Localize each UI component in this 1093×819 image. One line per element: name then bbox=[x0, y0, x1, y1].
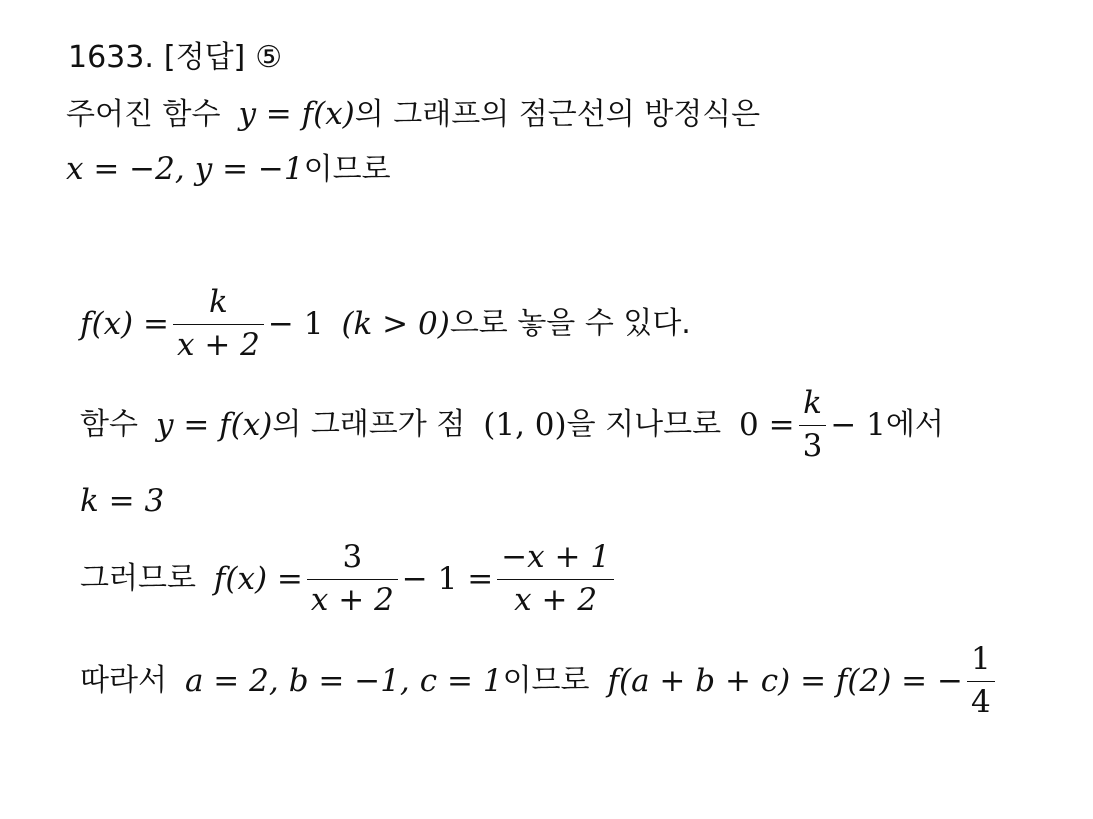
step2-frac-num: k bbox=[803, 385, 822, 421]
intro-math-function: y = f(x) bbox=[238, 96, 355, 132]
step1-fraction bbox=[173, 285, 264, 363]
step5-math-a: a = 2, bbox=[184, 662, 279, 699]
step3-math: k = 3 bbox=[80, 483, 165, 519]
step2-text-d: 에서 bbox=[885, 407, 944, 443]
answer-choice: ⑤ bbox=[255, 40, 283, 75]
step5-math-d: f(a + b + c) = f(2) = − bbox=[607, 662, 963, 699]
step1-frac-den: x + 2 bbox=[176, 326, 260, 363]
step2-point: (1, 0) bbox=[483, 406, 567, 443]
step4-frac2-num: −x + 1 bbox=[501, 539, 611, 575]
step5-text-a: 따라서 bbox=[80, 663, 167, 699]
step1-lhs: f(x) = bbox=[80, 305, 169, 342]
step5-line bbox=[80, 642, 999, 720]
step2-math-c: 0 = bbox=[739, 406, 795, 443]
step4-frac2-den: x + 2 bbox=[514, 581, 598, 618]
intro-text-b: 의 그래프의 점근선의 방정식은 bbox=[354, 96, 761, 132]
step5-fraction bbox=[967, 642, 995, 720]
step2-frac-den: 3 bbox=[802, 427, 823, 464]
step2-math-d: − 1 bbox=[830, 406, 886, 443]
intro-text-a: 주어진 함수 bbox=[66, 96, 221, 132]
answer-label: [정답] bbox=[163, 40, 246, 75]
asymptote-y: y = −1 bbox=[194, 151, 304, 187]
asymptote-x: x = −2, bbox=[66, 151, 185, 187]
step2-text-a: 함수 bbox=[80, 407, 138, 443]
step2-text-c: 을 지나므로 bbox=[566, 407, 722, 443]
step5-math-c: c = 1 bbox=[419, 662, 503, 699]
step2-text-b: 의 그래프가 점 bbox=[272, 407, 466, 443]
intro-line-1 bbox=[66, 96, 761, 132]
step4-fraction-2 bbox=[497, 540, 614, 618]
step4-line bbox=[80, 540, 618, 618]
step3-line bbox=[80, 483, 165, 519]
problem-number: 1633. bbox=[68, 40, 154, 75]
step1-frac-num: k bbox=[209, 284, 228, 320]
step2-line bbox=[80, 386, 944, 464]
step1-condition: (k > 0) bbox=[341, 305, 450, 342]
step5-text-b: 이므로 bbox=[502, 663, 590, 699]
step4-frac1-den: x + 2 bbox=[310, 581, 394, 618]
step1-rest: − 1 bbox=[267, 305, 324, 342]
step4-lhs: f(x) = bbox=[213, 560, 303, 597]
step5-frac-num: 1 bbox=[970, 641, 991, 677]
step2-fraction bbox=[799, 386, 827, 464]
step4-mid: − 1 = bbox=[401, 560, 494, 597]
intro-line-2 bbox=[66, 151, 391, 187]
header-line bbox=[68, 40, 283, 75]
intro-text-c: 이므로 bbox=[303, 151, 391, 187]
step2-math-a: y = f(x) bbox=[155, 406, 273, 443]
step4-frac1-num: 3 bbox=[342, 539, 363, 575]
step1-text: 으로 놓을 수 있다. bbox=[449, 306, 691, 342]
step4-text: 그러므로 bbox=[80, 561, 196, 597]
step5-math-b: b = −1, bbox=[288, 662, 410, 699]
step1-line bbox=[80, 285, 691, 363]
step4-fraction-1 bbox=[307, 540, 398, 618]
step5-frac-den: 4 bbox=[970, 683, 991, 720]
